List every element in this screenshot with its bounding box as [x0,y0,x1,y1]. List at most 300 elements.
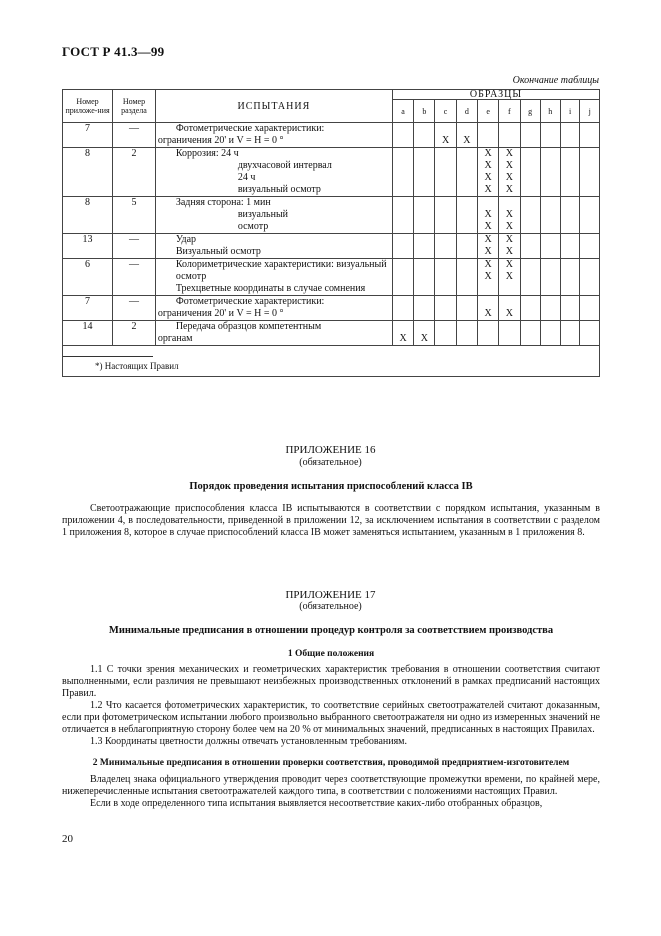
sample-mark: X [505,308,513,319]
test-line: осмотр [237,221,269,232]
sample-mark [563,221,578,233]
sample-mark [523,197,538,209]
sample-mark: X [505,160,513,171]
sample-mark [523,234,538,246]
sample-mark-cell-b [414,197,435,234]
sample-mark [523,148,538,160]
sample-mark [459,296,475,308]
sample-mark [437,333,453,345]
sample-mark-cell-h [540,197,560,234]
test-line: органам [157,333,193,344]
col-section-header: Номер раздела [113,90,156,123]
sample-mark [395,259,411,271]
sample-mark [480,321,496,333]
sample-letter-a: a [392,100,413,123]
sample-mark-cell-d [456,197,477,234]
annex-number-cell: 14 [63,321,113,346]
sample-mark [480,197,496,209]
sample-mark-cell-a [392,321,413,346]
sample-mark [416,296,432,308]
section2-heading: 2 Минимальные предписания в отношении проверки соответствия, проводимой предприятием-изготовителем [92,758,570,768]
paragraph-2-b: Если в ходе определенного типа испытания выявляется несоответствие каких-либо отобранных образцов, [90,798,543,809]
sample-mark: X [505,221,513,232]
test-line: ограничения 20' и V = H = 0 ° [157,308,284,319]
sample-mark-cell-g [520,197,540,234]
sample-mark-cell-b [414,259,435,296]
sample-mark [582,135,597,147]
sample-mark [416,123,432,135]
sample-mark: X [484,259,492,270]
table-continuation-label: Окончание таблицы [512,75,599,86]
sample-mark-cell-h [540,148,560,197]
sample-mark [459,271,475,283]
sample-mark: X [484,160,492,171]
annex-number-cell: 13 [63,234,113,259]
table-row [63,123,600,148]
sample-mark-cell-e [477,321,498,346]
sample-mark-cell-b [414,123,435,148]
sample-mark [395,271,411,283]
sample-mark-cell-d [456,234,477,259]
sample-mark-cell-h [540,259,560,296]
sample-mark [459,234,475,246]
sample-mark [563,160,578,172]
sample-letter-i: i [560,100,580,123]
sample-mark-cell-b [414,321,435,346]
test-line: Трехцветные координаты в случае сомнения [175,283,366,294]
sample-mark [437,296,453,308]
sample-mark [563,333,578,345]
sample-mark [437,160,453,172]
sample-mark [582,160,597,172]
test-description-cell [155,197,392,234]
sample-mark: X [484,246,492,257]
sample-mark [459,221,475,233]
sample-mark [395,172,411,184]
sample-mark-cell-j [580,259,600,296]
annex16-mandatory: (обязательное) [299,457,362,468]
sample-mark-cell-j [580,234,600,259]
annex-number-cell: 7 [63,123,113,148]
test-line: Фотометрические характеристики: [175,123,325,134]
sample-mark-cell-c [435,123,456,148]
paragraph-1-1: 1.1 С точки зрения механических и геометрических характеристик требования в отношении соответствия считают выполненными, если различия не превышают неизбежных производственных отклонений в рамках предписаний настоящих Правил. [62,664,600,699]
sample-mark [459,148,475,160]
sample-mark [523,296,538,308]
sample-letter-c: c [435,100,456,123]
sample-mark [582,234,597,246]
paragraph-1-2: 1.2 Что касается фотометрических характеристик, то соответствие серийных светоотражателей считают доказанным, если при фотометрическом испытании любого произвольно выбранного светоотражателя ни одно из измеренных значений не отличается в неблагоприятную сторону более чем на 20 % от минимальных значений, предписанных в настоящих Правилах. [62,700,600,735]
test-description-cell [155,321,392,346]
sample-mark: X [420,333,428,344]
sample-mark [582,221,597,233]
sample-letter-g: g [520,100,540,123]
sample-mark-cell-d [456,259,477,296]
sample-mark: X [505,271,513,282]
sample-mark: X [484,221,492,232]
test-line: Задняя сторона: 1 мин [175,197,271,208]
test-line: Визуальный осмотр [175,246,261,257]
sample-mark: X [505,184,513,195]
sample-mark [416,135,432,147]
sample-mark [563,234,578,246]
sample-mark-cell-a [392,296,413,321]
sample-mark [480,296,496,308]
sample-mark-cell-g [520,148,540,197]
sample-mark-cell-h [540,321,560,346]
col-samples-header: ОБРАЗЦЫ [392,90,599,100]
sample-letter-f: f [499,100,520,123]
sample-mark-cell-f [499,234,520,259]
sample-letter-d: d [456,100,477,123]
sample-mark [416,197,432,209]
sample-mark-cell-a [392,259,413,296]
sample-mark [523,209,538,221]
sample-mark [523,333,538,345]
sample-mark [395,135,411,147]
sample-mark-cell-j [580,296,600,321]
sample-mark-cell-j [580,148,600,197]
sample-mark-cell-f [499,197,520,234]
sample-mark-cell-g [520,123,540,148]
sample-mark [416,259,432,271]
sample-mark-cell-h [540,123,560,148]
sample-mark: X [484,209,492,220]
sample-mark-cell-i [560,148,580,197]
annex17-title: Минимальные предписания в отношении процедур контроля за соответствием производства [108,625,554,636]
sample-mark [395,234,411,246]
sample-mark [416,246,432,258]
annex16-text: Светоотражающие приспособления класса IB испытываются в соответствии с порядком испытания, указанным в приложении 4, в последовательности, приведенной в приложении 12, за исключением испытания в соответствии с разделом 1 приложения 8, которое в случае приспособлений класса IB может заменяться испытанием, указанным в 1 приложения 8. [62,503,600,538]
sample-mark-cell-f [499,259,520,296]
sample-mark-cell-b [414,148,435,197]
sample-mark [416,234,432,246]
sample-mark-cell-c [435,296,456,321]
sample-mark-cell-c [435,148,456,197]
section-number-cell: — [113,123,156,148]
test-line: визуальный осмотр [237,184,321,195]
sample-mark [563,135,578,147]
sample-mark-cell-g [520,234,540,259]
sample-mark [582,296,597,308]
sample-mark [437,184,453,196]
sample-mark [543,234,558,246]
sample-mark [543,333,558,345]
sample-mark [582,308,597,320]
paragraph-1-3: 1.3 Координаты цветности должны отвечать установленным требованиям. [90,736,408,747]
sample-mark: X [399,333,407,344]
sample-mark-cell-g [520,259,540,296]
sample-mark-cell-g [520,296,540,321]
sample-mark [501,123,517,135]
sample-mark [437,148,453,160]
sample-mark [395,160,411,172]
sample-mark [395,148,411,160]
sample-mark [459,246,475,258]
annex-number-cell: 7 [63,296,113,321]
annex16-caption: ПРИЛОЖЕНИЕ 16 [285,444,376,456]
sample-mark [563,197,578,209]
sample-mark [459,333,475,345]
sample-mark [459,197,475,209]
sample-mark [501,321,517,333]
sample-mark [563,123,578,135]
sample-letter-e: e [477,100,498,123]
sample-mark [582,333,597,345]
sample-mark [582,148,597,160]
sample-mark [563,271,578,283]
section-number-cell: — [113,234,156,259]
sample-mark [459,209,475,221]
sample-mark [563,296,578,308]
sample-mark [501,135,517,147]
sample-mark-cell-e [477,148,498,197]
sample-mark [416,221,432,233]
table-row [63,259,600,296]
sample-mark [582,184,597,196]
sample-mark-cell-c [435,321,456,346]
sample-mark-cell-e [477,296,498,321]
sample-mark [523,271,538,283]
sample-mark [501,296,517,308]
section-number-cell: 5 [113,197,156,234]
sample-mark [543,296,558,308]
sample-mark [582,197,597,209]
sample-mark [523,160,538,172]
sample-mark [395,308,411,320]
sample-mark-cell-a [392,123,413,148]
sample-mark [437,308,453,320]
sample-mark [480,135,496,147]
sample-mark [395,184,411,196]
section1-heading: 1 Общие положения [287,649,375,659]
sample-mark: X [463,135,471,146]
test-line: 24 ч [237,172,256,183]
sample-mark [395,123,411,135]
sample-mark: X [505,209,513,220]
sample-mark-cell-d [456,123,477,148]
sample-mark-cell-a [392,197,413,234]
sample-mark [523,123,538,135]
sample-mark: X [484,172,492,183]
sample-mark [523,172,538,184]
sample-mark [416,321,432,333]
sample-mark [543,246,558,258]
sample-mark [480,333,496,345]
sample-mark: X [484,184,492,195]
sample-mark [501,333,517,345]
table-row [63,234,600,259]
sample-mark: X [505,148,513,159]
paragraph-2-a: Владелец знака официального утверждения проводит через соответствующие промежутки времени, по крайней мере, нижеперечисленные испытания светоотражателей каждого типа, в соответствии с положениями настоящих Правил. [62,774,600,797]
tests-table [62,89,600,377]
sample-mark [395,321,411,333]
sample-mark [563,148,578,160]
sample-mark [395,296,411,308]
sample-letter-j: j [580,100,600,123]
sample-mark [459,308,475,320]
sample-mark [437,234,453,246]
sample-mark [543,259,558,271]
sample-mark [563,184,578,196]
sample-mark: X [484,148,492,159]
test-line: Колориметрические характеристики: визуальный осмотр [175,259,387,282]
sample-mark [582,321,597,333]
table-row [63,197,600,234]
test-line: ограничения 20' и V = H = 0 ° [157,135,284,146]
sample-mark: X [484,308,492,319]
sample-mark: X [505,246,513,257]
sample-mark [582,271,597,283]
section-number-cell: 2 [113,321,156,346]
annex17-mandatory: (обязательное) [299,601,362,612]
table-row [63,148,600,197]
sample-mark [523,135,538,147]
sample-mark [459,184,475,196]
test-line: двухчасовой интервал [237,160,332,171]
footnote-divider [63,356,153,357]
sample-mark [437,197,453,209]
test-description-cell [155,148,392,197]
sample-mark-cell-e [477,123,498,148]
sample-mark [582,246,597,258]
sample-mark [416,308,432,320]
sample-mark [395,221,411,233]
sample-mark [563,321,578,333]
sample-mark: X [505,172,513,183]
sample-mark-cell-a [392,148,413,197]
annex16-title: Порядок проведения испытания приспособлений класса IB [189,481,473,492]
sample-mark [543,321,558,333]
test-line: визуальный [237,209,289,220]
sample-mark [563,246,578,258]
sample-mark [501,197,517,209]
sample-mark-cell-j [580,197,600,234]
sample-mark [437,123,453,135]
sample-mark [543,209,558,221]
sample-mark-cell-g [520,321,540,346]
sample-mark-cell-i [560,234,580,259]
sample-mark [395,197,411,209]
table-row [63,296,600,321]
sample-mark-cell-i [560,197,580,234]
sample-mark [523,308,538,320]
section-number-cell: 2 [113,148,156,197]
test-line: Коррозия: 24 ч [175,148,239,159]
sample-mark-cell-d [456,148,477,197]
sample-mark-cell-j [580,123,600,148]
sample-mark [543,271,558,283]
table-row [63,321,600,346]
test-line: Фотометрические характеристики: [175,296,325,307]
annex-number-cell: 8 [63,148,113,197]
sample-mark [437,259,453,271]
sample-mark [543,148,558,160]
sample-mark [416,271,432,283]
sample-mark: X [505,259,513,270]
sample-mark [416,148,432,160]
test-description-cell [155,234,392,259]
test-description-cell [155,123,392,148]
test-line: Удар [175,234,197,245]
sample-mark [563,172,578,184]
sample-mark-cell-f [499,296,520,321]
sample-mark [416,184,432,196]
sample-mark [582,209,597,221]
sample-mark [437,271,453,283]
sample-mark-cell-f [499,148,520,197]
page-number: 20 [62,833,73,845]
sample-mark [416,172,432,184]
sample-mark [437,172,453,184]
sample-mark [395,209,411,221]
sample-mark [437,221,453,233]
sample-letter-b: b [414,100,435,123]
sample-mark [563,209,578,221]
sample-mark-cell-f [499,321,520,346]
sample-mark-cell-c [435,259,456,296]
sample-mark [563,308,578,320]
sample-mark [543,135,558,147]
sample-mark [416,209,432,221]
sample-mark-cell-i [560,296,580,321]
sample-mark [543,172,558,184]
sample-mark [437,209,453,221]
sample-mark [582,172,597,184]
sample-mark-cell-b [414,234,435,259]
col-tests-header: ИСПЫТАНИЯ [155,90,392,123]
sample-mark-cell-a [392,234,413,259]
table-footnote: *) Настоящих Правил [95,361,179,371]
sample-mark [459,123,475,135]
sample-mark [523,184,538,196]
sample-mark [543,308,558,320]
sample-mark [459,160,475,172]
sample-mark-cell-e [477,234,498,259]
sample-mark-cell-i [560,123,580,148]
sample-mark [480,123,496,135]
col-annex-header: Номер приложе-ния [63,90,113,123]
sample-mark [543,123,558,135]
sample-mark [523,221,538,233]
sample-mark-cell-c [435,197,456,234]
sample-mark [437,246,453,258]
sample-mark-cell-e [477,197,498,234]
section-number-cell: — [113,259,156,296]
sample-mark [582,259,597,271]
test-description-cell [155,296,392,321]
sample-mark [459,172,475,184]
sample-mark-cell-c [435,234,456,259]
sample-mark: X [484,271,492,282]
annex17-caption: ПРИЛОЖЕНИЕ 17 [285,589,376,601]
sample-mark-cell-d [456,296,477,321]
sample-mark [459,321,475,333]
test-description-cell [155,259,392,296]
test-line: Передача образцов компетентным [175,321,322,332]
sample-mark: X [484,234,492,245]
section-number-cell: — [113,296,156,321]
sample-mark [395,246,411,258]
sample-mark [459,259,475,271]
sample-mark [523,259,538,271]
sample-mark [437,321,453,333]
sample-mark [523,321,538,333]
sample-mark [582,123,597,135]
sample-mark [523,246,538,258]
sample-mark [543,184,558,196]
sample-mark-cell-e [477,259,498,296]
